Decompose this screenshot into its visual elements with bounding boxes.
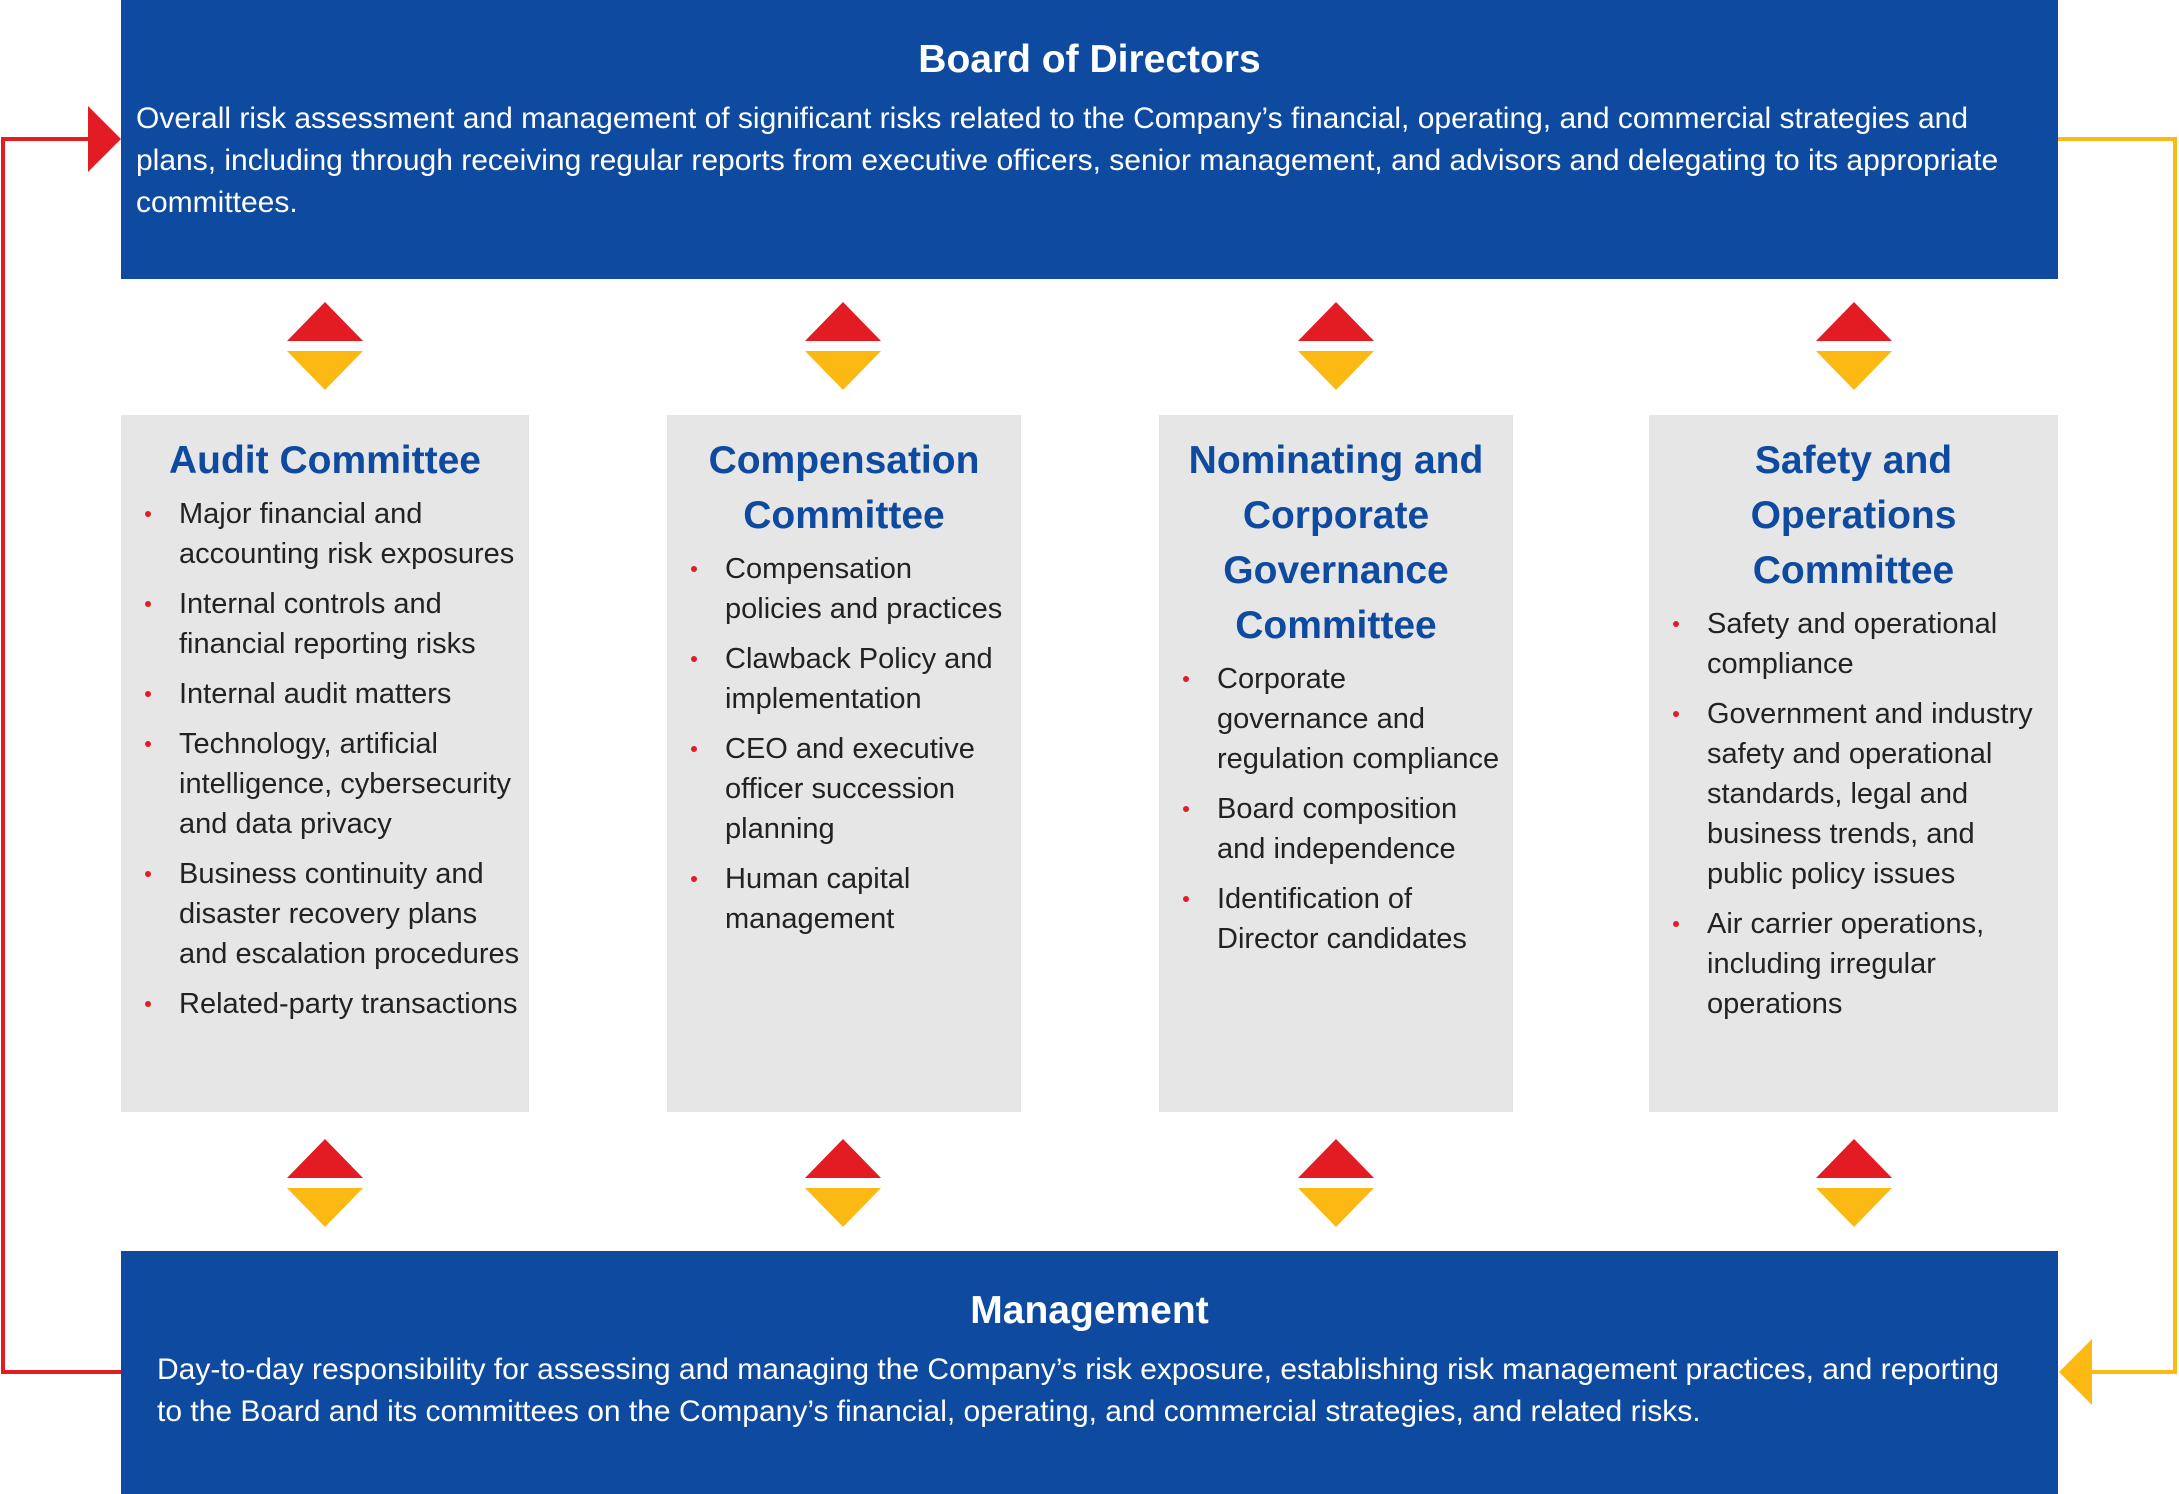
list-item: Compensation policies and practices — [703, 549, 1013, 629]
committee-title: Compensation Committee — [708, 439, 980, 537]
audit-committee-box — [121, 415, 529, 1112]
compensation-committee-box — [667, 415, 1021, 1112]
list-item: Air carrier operations, including irregular operations — [1685, 904, 2050, 1024]
list-item: Internal audit matters — [157, 674, 521, 714]
committee-title: Safety and Operations Committee — [1750, 439, 1957, 592]
board-of-directors-box — [121, 0, 2058, 279]
yellow-flow-line — [2058, 139, 2175, 1372]
committee-responsibilities — [1167, 659, 1505, 959]
list-item: Clawback Policy and implementation — [703, 639, 1013, 719]
board-title: Board of Directors — [918, 38, 1261, 81]
list-item: Human capital management — [703, 859, 1013, 939]
list-item: Internal controls and financial reporting risks — [157, 584, 521, 664]
board-description: Overall risk assessment and management of significant risks related to the Company’s financial, operating, and commercial strategies and plans, including through receiving regular reports from executive officers, senior management, and advisors and delegating to its appropriate committees. — [136, 102, 1999, 219]
red-feedback-line — [3, 139, 121, 1372]
two-way-arrow-icon — [1816, 1139, 1892, 1227]
committee-responsibilities — [675, 549, 1013, 939]
list-item: Board composition and independence — [1195, 789, 1505, 869]
two-way-arrow-icon — [805, 302, 881, 390]
list-item: Related-party transactions — [157, 984, 521, 1024]
two-way-arrow-icon — [1298, 302, 1374, 390]
list-item: Technology, artificial intelligence, cybersecurity and data privacy — [157, 724, 521, 844]
two-way-arrow-icon — [287, 1139, 363, 1227]
management-box — [121, 1251, 2058, 1494]
list-item: Safety and operational compliance — [1685, 604, 2050, 684]
committee-title: Nominating and Corporate Governance Committee — [1188, 439, 1484, 647]
two-way-arrow-icon — [1816, 302, 1892, 390]
management-description: Day-to-day responsibility for assessing and managing the Company’s risk exposure, establishing risk management practices, and reporting to the Board and its committees on the Company’s financial, operating, and commercial strategies, and related risks. — [157, 1353, 2000, 1428]
list-item: Major financial and accounting risk exposures — [157, 494, 521, 574]
two-way-arrow-icon — [805, 1139, 881, 1227]
safety-operations-committee-box — [1649, 415, 2058, 1112]
list-item: Business continuity and disaster recovery plans and escalation procedures — [157, 854, 521, 974]
list-item: Government and industry safety and operational standards, legal and business trends, and public policy issues — [1685, 694, 2050, 894]
yellow-arrow-left-icon — [2059, 1339, 2092, 1405]
red-arrow-right-icon — [88, 106, 121, 172]
two-way-arrow-icon — [1298, 1139, 1374, 1227]
list-item: CEO and executive officer succession planning — [703, 729, 1013, 849]
committee-responsibilities — [129, 494, 521, 1024]
nominating-governance-committee-box — [1159, 415, 1513, 1112]
committee-responsibilities — [1657, 604, 2050, 1024]
list-item: Identification of Director candidates — [1195, 879, 1505, 959]
list-item: Corporate governance and regulation compliance — [1195, 659, 1505, 779]
two-way-arrow-icon — [287, 302, 363, 390]
management-title: Management — [970, 1289, 1209, 1332]
committee-title: Audit Committee — [169, 439, 481, 482]
